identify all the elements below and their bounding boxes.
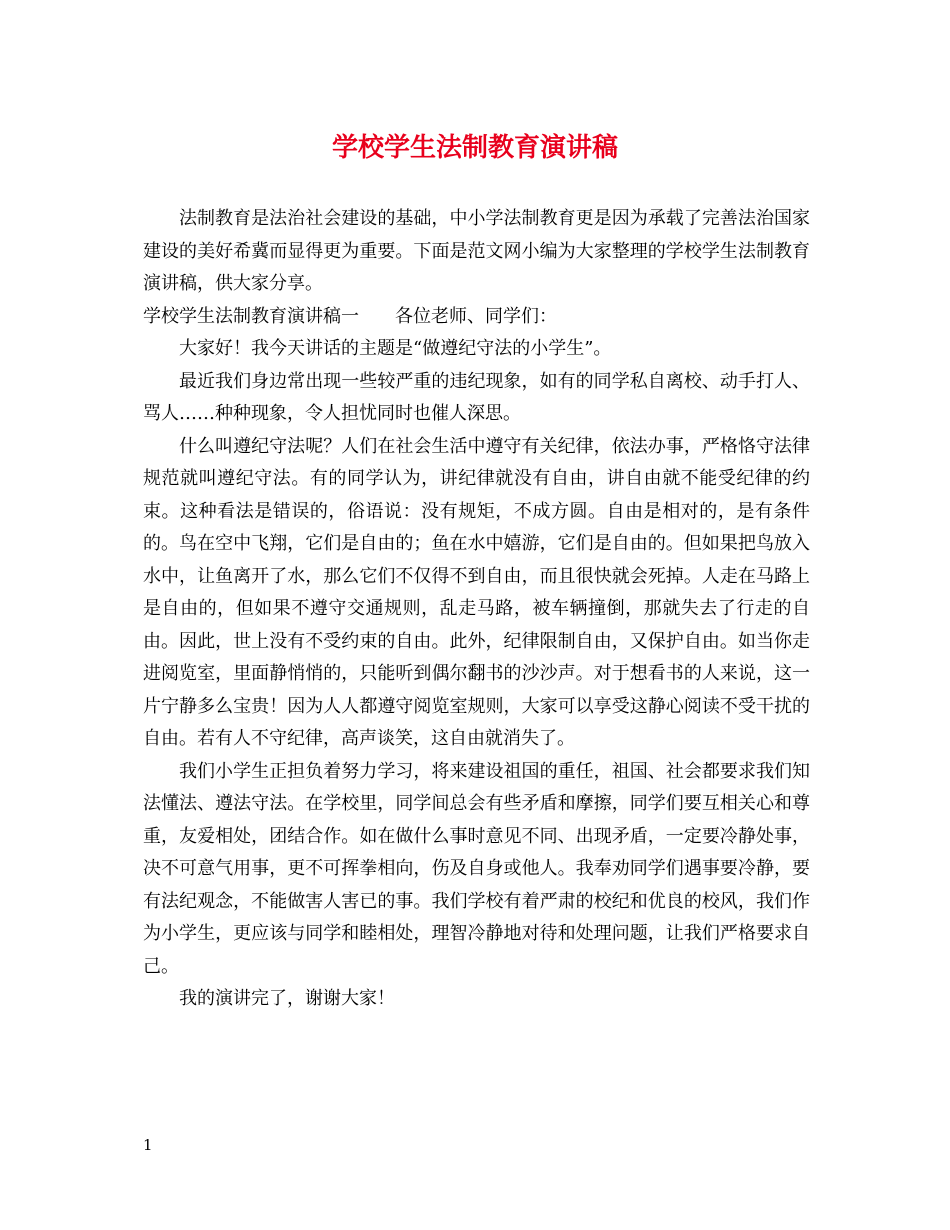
section-heading-line: 学校学生法制教育演讲稿一 各位老师、同学们： [143,305,557,327]
intro-paragraph: 法制教育是法治社会建设的基础，中小学法制教育更是因为承载了完善法治国家建设的美好希冀而显得更为重要。下面是范文网小编为大家整理的学校学生法制教育演讲稿，供大家分享。 [143,208,810,294]
greeting-paragraph: 大家好！我今天讲话的主题是“做遵纪守法的小学生”。 [179,338,612,359]
page-number: 1 [143,1136,153,1154]
closing-paragraph: 我的演讲完了，谢谢大家！ [179,988,395,1009]
body-paragraph: 我们小学生正担负着努力学习，将来建设祖国的重任，祖国、社会都要求我们知法懂法、遵法守法。在学校里，同学间总会有些矛盾和摩擦，同学们要互相关心和尊重，友爱相处，团结合作。如在做什么事时意见不同、出现矛盾，一定要冷静处事，决不可意气用事，更不可挥拳相向，伤及自身或他人。我奉劝同学们遇事要冷静，要有法纪观念，不能做害人害已的事。我们学校有着严肃的校纪和优良的校风，我们作为小学生，更应该与同学和睦相处，理智冷静地对待和处理问题，让我们严格要求自己。 [143,760,810,977]
body-paragraph: 最近我们身边常出现一些较严重的违纪现象，如有的同学私自离校、动手打人、骂人……种种现象，令人担忧同时也催人深思。 [143,370,810,424]
document-body [143,203,810,1016]
body-paragraph: 什么叫遵纪守法呢？人们在社会生活中遵守有关纪律，依法办事，严格恪守法律规范就叫遵纪守法。有的同学认为，讲纪律就没有自由，讲自由就不能受纪律的约束。这种看法是错误的，俗语说：没有规矩，不成方圆。自由是相对的，是有条件的。鸟在空中飞翔，它们是自由的；鱼在水中嬉游，它们是自由的。但如果把鸟放入水中，让鱼离开了水，那么它们不仅得不到自由，而且很快就会死掉。人走在马路上是自由的，但如果不遵守交通规则，乱走马路，被车辆撞倒，那就失去了行走的自由。因此，世上没有不受约束的自由。此外，纪律限制自由，又保护自由。如当你走进阅览室，里面静悄悄的，只能听到偶尔翻书的沙沙声。对于想看书的人来说，这一片宁静多么宝贵！因为人人都遵守阅览室规则，大家可以享受这静心阅读不受干扰的自由。若有人不守纪律，高声谈笑，这自由就消失了。 [143,435,810,749]
page-title: 学校学生法制教育演讲稿 [331,133,618,163]
